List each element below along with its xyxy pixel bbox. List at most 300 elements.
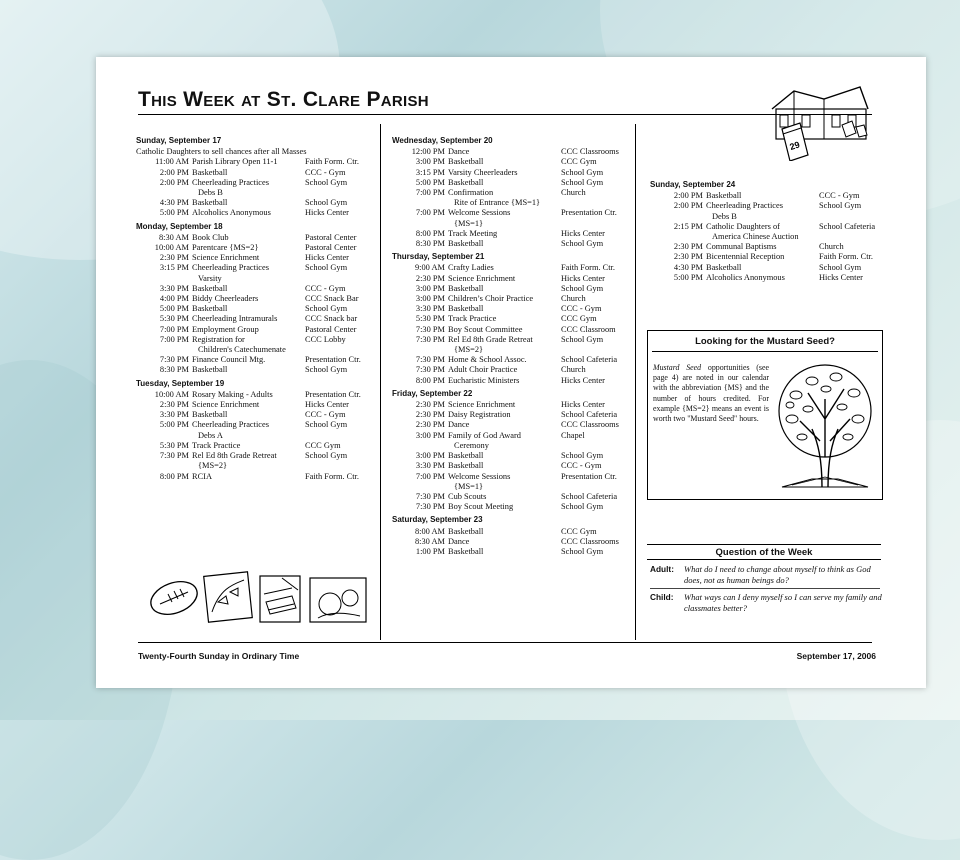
event-name: Basketball xyxy=(192,365,228,375)
event-row xyxy=(650,242,886,252)
event-time: 5:30 PM xyxy=(159,440,189,450)
event-name: Science Enrichment xyxy=(448,273,516,283)
event-location: Hicks Center xyxy=(561,375,605,385)
event-location: Pastoral Center xyxy=(305,232,357,242)
event-time: 2:30 PM xyxy=(673,242,703,252)
day-heading: Saturday, September 23 xyxy=(392,515,483,525)
event-name: Crafty Ladies xyxy=(448,263,494,273)
qotw-adult-question: What do I need to change about myself to think as God does, not as human beings do? xyxy=(684,564,871,585)
event-time: 7:30 PM xyxy=(415,324,445,334)
event-time: 5:00 PM xyxy=(159,420,189,430)
event-location: Presentation Ctr. xyxy=(561,471,617,481)
event-location: Hicks Center xyxy=(561,273,605,283)
event-location: CCC Gym xyxy=(305,440,341,450)
event-location: School Cafeteria xyxy=(561,355,618,365)
event-name: Basketball xyxy=(448,304,484,314)
event-time: 3:30 PM xyxy=(415,461,445,471)
event-row xyxy=(136,451,374,461)
event-row xyxy=(136,304,374,314)
qotw-child-question: What ways can I deny myself so I can serve my family and classmates better? xyxy=(684,592,882,613)
event-time: 3:15 PM xyxy=(159,263,189,273)
day-heading: Tuesday, September 19 xyxy=(136,378,225,388)
event-name: Track Meeting xyxy=(448,228,498,238)
qotw-divider xyxy=(650,588,880,589)
event-row xyxy=(650,273,886,283)
event-name: Basketball xyxy=(448,526,484,536)
event-row xyxy=(392,420,628,430)
event-name: Basketball xyxy=(448,283,484,293)
event-location: Chapel xyxy=(561,430,585,440)
event-location: School Gym xyxy=(561,546,604,556)
event-location: School Cafeteria xyxy=(819,221,876,231)
event-name: Cheerleading Practices xyxy=(192,420,269,430)
event-row xyxy=(136,335,374,345)
event-time: 2:30 PM xyxy=(415,400,445,410)
event-row xyxy=(136,198,374,208)
event-row xyxy=(392,314,628,324)
event-location: CCC Classrooms xyxy=(561,147,619,157)
footer-rule xyxy=(138,642,872,643)
event-location: Hicks Center xyxy=(305,208,349,218)
event-time: 8:30 AM xyxy=(414,536,445,546)
event-row xyxy=(650,191,886,201)
event-time: 3:00 PM xyxy=(415,294,445,304)
event-time: 8:30 AM xyxy=(158,232,189,242)
event-location: CCC - Gym xyxy=(305,410,346,420)
event-name: Basketball xyxy=(192,198,228,208)
event-name: Bicentennial Reception xyxy=(706,252,785,262)
event-time: 2:30 PM xyxy=(159,253,189,263)
event-location: CCC Classroom xyxy=(561,324,616,334)
event-row xyxy=(136,208,374,218)
event-name: Welcome Sessions xyxy=(448,208,511,218)
event-continuation: Ceremony xyxy=(454,440,489,450)
event-row xyxy=(392,325,628,335)
event-time: 7:30 PM xyxy=(415,491,445,501)
event-name: Rel Ed 8th Grade Retreat xyxy=(448,334,533,344)
event-time: 4:30 PM xyxy=(159,198,189,208)
event-row xyxy=(650,252,886,262)
event-row xyxy=(136,284,374,294)
event-row xyxy=(136,400,374,410)
mustard-tree-illustration xyxy=(772,359,878,495)
event-name: Parish Library Open 11-1 xyxy=(192,157,278,167)
event-row xyxy=(392,410,628,420)
event-location: School Gym xyxy=(305,365,348,375)
event-name: Cheerleading Practices xyxy=(706,201,783,211)
event-name: Basketball xyxy=(192,167,228,177)
event-location: Hicks Center xyxy=(305,400,349,410)
event-time: 8:30 PM xyxy=(415,239,445,249)
event-time: 3:30 PM xyxy=(415,304,445,314)
event-time: 7:30 PM xyxy=(159,355,189,365)
event-name: Science Enrichment xyxy=(448,400,516,410)
event-continuation: {MS=1} xyxy=(454,218,484,228)
event-row xyxy=(392,157,628,167)
event-location: Church xyxy=(819,242,844,252)
event-row xyxy=(392,527,628,537)
event-time: 11:00 AM xyxy=(155,157,189,167)
event-name: Basketball xyxy=(448,461,484,471)
event-time: 3:00 PM xyxy=(415,283,445,293)
event-name: Daisy Registration xyxy=(448,410,511,420)
event-name: Welcome Sessions xyxy=(448,471,511,481)
page-title: This Week at St. Clare Parish xyxy=(138,88,429,111)
event-name: Basketball xyxy=(706,191,742,201)
event-location: Presentation Ctr. xyxy=(305,389,361,399)
event-row xyxy=(392,294,628,304)
title-rule xyxy=(138,114,872,115)
event-time: 8:30 PM xyxy=(159,365,189,375)
event-location: CCC Snack Bar xyxy=(305,294,359,304)
event-name: Basketball xyxy=(448,451,484,461)
event-time: 3:00 PM xyxy=(415,430,445,440)
event-name: Science Enrichment xyxy=(192,400,260,410)
event-continuation: {MS=2} xyxy=(454,345,484,355)
event-time: 5:00 PM xyxy=(673,272,703,282)
event-location: CCC Lobby xyxy=(305,334,346,344)
event-time: 7:00 PM xyxy=(415,208,445,218)
event-time: 7:30 PM xyxy=(415,355,445,365)
event-row xyxy=(392,239,628,249)
event-continuation: Debs A xyxy=(198,430,223,440)
event-time: 2:30 PM xyxy=(673,252,703,262)
event-time: 7:00 PM xyxy=(159,334,189,344)
event-row xyxy=(650,263,886,273)
event-location: School Gym xyxy=(305,177,348,187)
event-location: School Gym xyxy=(305,451,348,461)
event-name: Cheerleading Practices xyxy=(192,177,269,187)
event-location: School Gym xyxy=(561,177,604,187)
event-row xyxy=(136,178,374,188)
event-name: Children’s Choir Practice xyxy=(448,294,534,304)
event-continuation: Debs B xyxy=(198,188,223,198)
event-row xyxy=(136,168,374,178)
event-row xyxy=(392,537,628,547)
event-location: Presentation Ctr. xyxy=(561,208,617,218)
event-name: RCIA xyxy=(192,471,213,481)
event-row xyxy=(136,365,374,375)
event-name: Employment Group xyxy=(192,324,259,334)
event-time: 9:00 AM xyxy=(414,263,445,273)
mustard-seed-body: opportunities (see page 4) are noted in our calendar with the abbreviation {MS} and the number of hours credited. For example {MS=2} means an event is worth two "Mustard Seed" hours. xyxy=(653,363,769,424)
event-time: 5:30 PM xyxy=(159,314,189,324)
event-location: CCC - Gym xyxy=(305,283,346,293)
event-time: 2:30 PM xyxy=(415,273,445,283)
event-time: 2:00 PM xyxy=(673,201,703,211)
event-time: 7:30 PM xyxy=(415,334,445,344)
event-name: Alcoholics Anonymous xyxy=(192,208,271,218)
event-location: CCC - Gym xyxy=(819,191,860,201)
event-name: Basketball xyxy=(192,410,228,420)
event-row xyxy=(392,284,628,294)
day-heading: Wednesday, September 20 xyxy=(392,136,493,145)
mustard-seed-lead: Mustard Seed xyxy=(653,363,702,372)
event-location: CCC Classrooms xyxy=(561,420,619,430)
event-location: School Gym xyxy=(305,263,348,273)
event-time: 2:30 PM xyxy=(415,420,445,430)
event-row xyxy=(392,229,628,239)
mustard-seed-box xyxy=(647,330,883,500)
event-location: CCC Gym xyxy=(561,314,597,324)
calendar-column-1 xyxy=(136,133,374,482)
event-time: 3:00 PM xyxy=(415,451,445,461)
event-row xyxy=(392,208,628,218)
event-row xyxy=(136,263,374,273)
event-name: Catholic Daughters of xyxy=(706,221,780,231)
event-row xyxy=(136,233,374,243)
event-row xyxy=(136,294,374,304)
event-row xyxy=(650,222,886,232)
event-location: Church xyxy=(561,365,586,375)
event-name: Basketball xyxy=(448,239,484,249)
event-time: 2:30 PM xyxy=(415,410,445,420)
event-time: 5:00 PM xyxy=(159,304,189,314)
event-location: CCC - Gym xyxy=(561,461,602,471)
qotw-title: Question of the Week xyxy=(715,547,813,558)
event-location: CCC Gym xyxy=(561,157,597,167)
event-location: School Gym xyxy=(561,502,604,512)
event-location: School Cafeteria xyxy=(561,491,618,501)
event-name: Book Club xyxy=(192,232,229,242)
event-time: 8:00 PM xyxy=(415,375,445,385)
event-row xyxy=(136,355,374,365)
day-heading: Friday, September 22 xyxy=(392,388,473,398)
event-name: Basketball xyxy=(448,157,484,167)
footer-sunday-name: Twenty-Fourth Sunday in Ordinary Time xyxy=(138,651,300,661)
event-location: School Gym xyxy=(305,420,348,430)
church-calendar-clipart xyxy=(764,79,876,161)
event-time: 7:30 PM xyxy=(415,502,445,512)
event-location: Church xyxy=(561,294,586,304)
event-location: Faith Form. Ctr. xyxy=(305,471,359,481)
event-row xyxy=(392,431,628,441)
event-location: School Gym xyxy=(819,201,862,211)
event-name: Varsity Cheerleaders xyxy=(448,167,518,177)
event-row xyxy=(650,201,886,211)
column-divider xyxy=(380,124,381,640)
calendar-column-2 xyxy=(392,133,628,557)
event-name: Alcoholics Anonymous xyxy=(706,272,785,282)
event-time: 8:00 PM xyxy=(159,471,189,481)
day-heading: Thursday, September 21 xyxy=(392,252,485,262)
event-continuation: {MS=2} xyxy=(198,461,228,471)
event-name: Basketball xyxy=(192,283,228,293)
event-time: 1:00 PM xyxy=(415,546,445,556)
event-name: Registration for xyxy=(192,334,245,344)
event-continuation: {MS=1} xyxy=(454,481,484,491)
event-location: School Gym xyxy=(561,451,604,461)
event-time: 7:30 PM xyxy=(159,451,189,461)
event-continuation: Debs B xyxy=(712,211,737,221)
event-row xyxy=(136,314,374,324)
event-time: 3:30 PM xyxy=(159,283,189,293)
event-time: 4:30 PM xyxy=(673,262,703,272)
event-name: Parentcare {MS=2} xyxy=(192,243,259,253)
event-location: Pastoral Center xyxy=(305,243,357,253)
event-row xyxy=(136,472,374,482)
bulletin-page xyxy=(96,57,926,688)
event-time: 2:00 PM xyxy=(159,177,189,187)
event-location: Faith Form. Ctr. xyxy=(561,263,615,273)
qotw-adult xyxy=(650,564,882,586)
event-row xyxy=(136,441,374,451)
qotw-child xyxy=(650,592,882,614)
event-location: Presentation Ctr. xyxy=(305,355,361,365)
qotw-child-label: Child: xyxy=(650,592,674,602)
event-time: 3:00 PM xyxy=(415,157,445,167)
event-continuation: America Chinese Auction xyxy=(712,232,799,242)
event-time: 10:00 AM xyxy=(154,243,189,253)
event-row xyxy=(392,188,628,198)
event-location: School Gym xyxy=(305,304,348,314)
mustard-seed-text xyxy=(653,363,769,424)
event-name: Basketball xyxy=(448,177,484,187)
event-time: 12:00 PM xyxy=(411,147,445,157)
event-location: CCC - Gym xyxy=(305,167,346,177)
day-heading: Sunday, September 17 xyxy=(136,136,222,145)
event-row xyxy=(392,263,628,273)
mustard-seed-rule xyxy=(652,351,878,352)
event-row xyxy=(392,365,628,375)
event-name: Cub Scouts xyxy=(448,491,487,501)
event-location: Pastoral Center xyxy=(305,324,357,334)
event-location: CCC Gym xyxy=(561,526,597,536)
event-time: 4:00 PM xyxy=(159,294,189,304)
event-row xyxy=(392,547,628,557)
event-name: Rel Ed 8th Grade Retreat xyxy=(192,451,277,461)
event-time: 5:30 PM xyxy=(415,314,445,324)
event-name: Cheerleading Practices xyxy=(192,263,269,273)
event-name: Basketball xyxy=(706,262,742,272)
event-time: 2:00 PM xyxy=(673,191,703,201)
column-divider xyxy=(635,124,636,640)
event-location: Hicks Center xyxy=(561,228,605,238)
calendar-number: 29 xyxy=(788,139,801,153)
event-location: CCC Snack bar xyxy=(305,314,358,324)
event-name: Finance Council Mtg. xyxy=(192,355,266,365)
event-time: 5:00 PM xyxy=(159,208,189,218)
event-name: Science Enrichment xyxy=(192,253,260,263)
event-location: Hicks Center xyxy=(561,400,605,410)
event-row xyxy=(392,461,628,471)
footer-date: September 17, 2006 xyxy=(796,651,876,661)
event-time: 2:15 PM xyxy=(673,221,703,231)
event-row xyxy=(392,168,628,178)
event-row xyxy=(392,492,628,502)
day-heading: Sunday, September 24 xyxy=(650,180,736,189)
event-time: 10:00 AM xyxy=(154,389,189,399)
mustard-seed-title: Looking for the Mustard Seed? xyxy=(695,336,835,347)
qotw-rule-bottom xyxy=(647,559,881,560)
event-row xyxy=(392,400,628,410)
event-name: Track Practice xyxy=(192,440,241,450)
event-continuation: Children's Catechumenate xyxy=(198,345,286,355)
event-name: Dance xyxy=(448,536,470,546)
event-row xyxy=(392,335,628,345)
event-location: Faith Form. Ctr. xyxy=(305,157,359,167)
qotw-rule-top xyxy=(647,544,881,545)
event-name: Home & School Assoc. xyxy=(448,355,527,365)
event-location: School Gym xyxy=(561,334,604,344)
day-heading: Monday, September 18 xyxy=(136,221,223,231)
event-row xyxy=(392,274,628,284)
event-location: School Gym xyxy=(561,283,604,293)
event-name: Confirmation xyxy=(448,188,494,198)
qotw-adult-label: Adult: xyxy=(650,564,674,574)
event-name: Basketball xyxy=(192,304,228,314)
event-location: Faith Form. Ctr. xyxy=(819,252,873,262)
event-name: Dance xyxy=(448,147,470,157)
event-location: School Gym xyxy=(561,239,604,249)
event-time: 8:00 PM xyxy=(415,228,445,238)
event-location: School Gym xyxy=(561,167,604,177)
event-name: Cheerleading Intramurals xyxy=(192,314,278,324)
event-row xyxy=(392,376,628,386)
event-row xyxy=(392,472,628,482)
event-time: 7:00 PM xyxy=(415,188,445,198)
calendar-column-3 xyxy=(650,177,886,283)
event-time: 7:00 PM xyxy=(159,324,189,334)
event-row xyxy=(392,178,628,188)
event-row xyxy=(392,304,628,314)
event-row xyxy=(392,451,628,461)
event-row xyxy=(136,420,374,430)
event-time: 7:00 PM xyxy=(415,471,445,481)
event-time: 5:00 PM xyxy=(415,177,445,187)
event-location: Hicks Center xyxy=(819,272,863,282)
event-row xyxy=(392,147,628,157)
event-name: Adult Choir Practice xyxy=(448,365,518,375)
event-location: School Gym xyxy=(819,262,862,272)
event-name: Track Practice xyxy=(448,314,497,324)
event-name: Boy Scout Meeting xyxy=(448,502,514,512)
event-row xyxy=(136,325,374,335)
event-row xyxy=(136,157,374,167)
event-time: 2:00 PM xyxy=(159,167,189,177)
event-location: CCC Classrooms xyxy=(561,536,619,546)
event-name: Rosary Making - Adults xyxy=(192,389,273,399)
event-row xyxy=(392,355,628,365)
event-name: Dance xyxy=(448,420,470,430)
event-location: CCC - Gym xyxy=(561,304,602,314)
event-row xyxy=(136,410,374,420)
event-name: Family of God Award xyxy=(448,430,521,440)
event-time: 3:30 PM xyxy=(159,410,189,420)
event-name: Boy Scout Committee xyxy=(448,324,523,334)
day-note: Catholic Daughters to sell chances after all Masses xyxy=(136,147,307,157)
event-row xyxy=(392,502,628,512)
event-location: School Gym xyxy=(305,198,348,208)
event-continuation: Rite of Entrance {MS=1} xyxy=(454,198,541,208)
event-row xyxy=(136,253,374,263)
event-time: 2:30 PM xyxy=(159,400,189,410)
event-location: Hicks Center xyxy=(305,253,349,263)
event-time: 7:30 PM xyxy=(415,365,445,375)
event-row xyxy=(136,243,374,253)
event-time: 8:00 AM xyxy=(414,526,445,536)
event-name: Eucharistic Ministers xyxy=(448,375,520,385)
event-name: Biddy Cheerleaders xyxy=(192,294,259,304)
event-time: 3:15 PM xyxy=(415,167,445,177)
event-location: Church xyxy=(561,188,586,198)
event-name: Basketball xyxy=(448,546,484,556)
event-continuation: Varsity xyxy=(198,273,222,283)
activities-clipart xyxy=(148,568,370,630)
event-row xyxy=(136,390,374,400)
event-name: Communal Baptisms xyxy=(706,242,777,252)
event-location: School Cafeteria xyxy=(561,410,618,420)
